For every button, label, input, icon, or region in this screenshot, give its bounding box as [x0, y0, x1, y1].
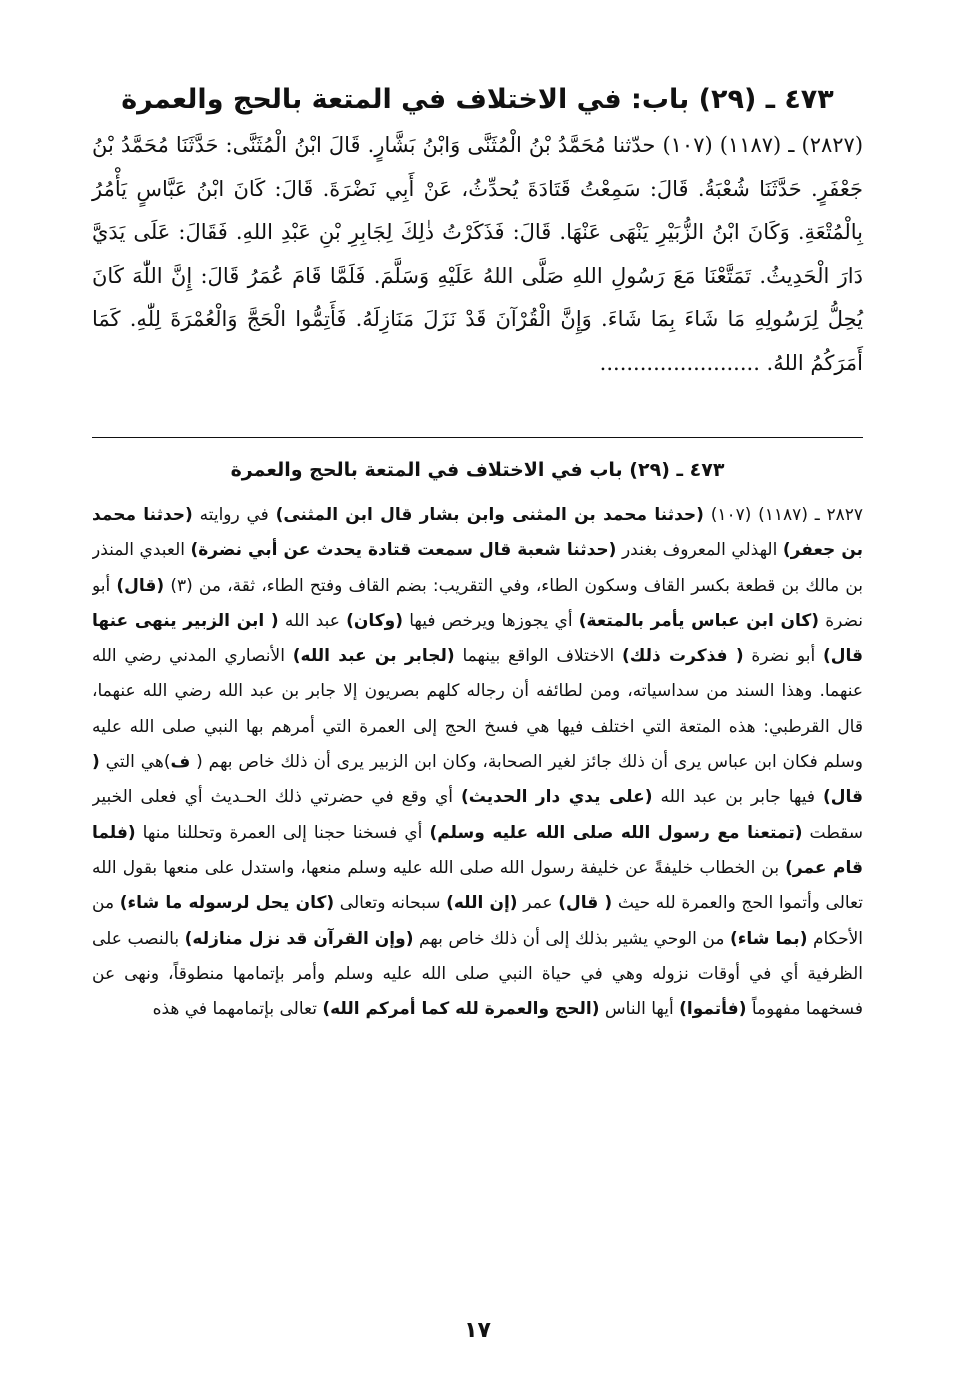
commentary-fragment: من الوحي يشير بذلك إلى أن ذلك خاص بهم [413, 928, 730, 949]
commentary-fragment: بن الخطاب خليفةً عن خليفة رسول الله صلى الله عليه وسلم منعها، واستدل على منعها بقول الله تعالى وأتموا الحج والعمرة لله حيث [92, 857, 863, 914]
quoted-hadith-fragment: ( قال) [558, 893, 613, 914]
commentary-fragment: العبدي المنذر بن مالك بن قطعة بكسر القاف وسكون الطاء، وفي التقريب: بضم القاف وفتح الطاء، ثقة، من (٣) [92, 540, 863, 596]
quoted-hadith-fragment: ( فذكرت ذلك) [622, 646, 744, 667]
commentary-fragment: أبو نضرة [743, 646, 823, 667]
quoted-hadith-fragment: (وإن القرآن قد نزل منازله) [184, 928, 414, 949]
commentary-fragment: أي يجوزها ويرخص فيها [403, 610, 579, 631]
chapter-title: ٤٧٣ ـ (٢٩) باب: في الاختلاف في المتعة بالحج والعمرة [121, 84, 834, 115]
quoted-hadith-fragment: (حدثنا محمد بن المثنى وابن بشار قال ابن المثنى) [275, 505, 704, 525]
commentary-fragment: الأنصاري المدني رضي الله عنهما. وهذا السند من سداسياته، ومن لطائفه أن رجاله كلهم بصريون إلا جابر بن عبد الله رضي الله عنهما، قال القرطبي: هذه المتعة التي اختلف فيها هي فسخ الحج إلى العمرة التي أمرهم بها النبي صلى الله عليه وسلم فكان ابن عباس يرى أن ذلك جائز لغير الصحابة، وكان ابن الزبير يرى أن ذلك خاص بهم ( [92, 646, 863, 773]
commentary-fragment: سبحانه وتعالى [334, 893, 447, 914]
commentary-fragment: أي وقع في حضرتي ذلك الحـديث أي فعلى الخبير سقطت [92, 787, 863, 843]
commentary-fragment: الاختلاف الواقع بينهما [454, 646, 623, 667]
commentary-fragment: الهذلي المعروف بغندر [616, 540, 783, 561]
quoted-hadith-fragment: (لجابر بن عبد الله) [292, 646, 455, 667]
commentary-fragment: أيها الناس [599, 999, 680, 1020]
quoted-hadith-fragment: ( ابن الزبير ينهى عنها قال) [92, 610, 863, 667]
quoted-hadith-fragment: (وكان) [346, 610, 403, 631]
commentary-fragment: ٢٨٢٧ ـ (١١٨٧) (١٠٧) [703, 505, 863, 525]
quoted-hadith-fragment: (حدثنا شعبة قال سمعت قتادة يحدث عن أبي نضرة) [190, 540, 617, 561]
commentary-fragment: من الأحكام [92, 893, 863, 949]
commentary-fragment: في روايته [192, 505, 276, 525]
quoted-hadith-fragment: (إن الله) [446, 893, 518, 914]
quoted-hadith-fragment: (فلما قام عمر) [92, 822, 863, 878]
commentary-fragment: )هي التي [99, 752, 171, 773]
hadith-text: (٢٨٢٧) ـ (١١٨٧) (١٠٧) حدّثنا مُحَمَّدُ بْنُ الْمُثَنَّى وَابْنُ بَشَّارٍ. قَالَ ابْنُ الْمُثَنَّى: حَدَّثَنَا مُحَمَّدُ بْنُ جَعْفَرٍ. حَدَّثَنَا شُعْبَةُ. قَالَ: سَمِعْتُ قَتَادَةَ يُحدِّثُ، عَنْ أَبِي نَضْرَةَ. قَالَ: كَانَ ابْنُ عَبَّاسٍ يَأْمُرُ بِالْمُتْعَةِ. وَكَانَ ابْنُ الزُّبَيْرِ يَنْهَى عَنْهَا. قَالَ: فَذَكَرْتُ ذٰلِكَ لِجَابِرِ بْنِ عَبْدِ اللهِ. فَقَالَ: عَلَى يَدَيَّ دَارَ الْحَدِيثُ. تَمَتَّعْنَا مَعَ رَسُولِ اللهِ صَلَّى اللهُ عَلَيْهِ وَسَلَّمَ. فَلَمَّا قَامَ عُمَرُ قَالَ: إِنَّ اللّٰهَ كَانَ يُحِلُّ لِرَسُولِهِ مَا شَاءَ بِمَا شَاءَ. وَإِنَّ الْقُرْآنَ قَدْ نَزَلَ مَنَازِلَهُ. فَأَتِمُّوا الْحَجَّ وَالْعُمْرَةَ لِلّٰهِ. كَمَا أَمَرَكُمُ اللهُ. ........................ [92, 133, 864, 375]
commentary-fragment: أبو نضرة [92, 575, 863, 631]
commentary-fragment: أي فسخنا حجنا إلى العمرة وتحللنا منها [135, 822, 430, 843]
quoted-hadith-fragment: (كان ابن عباس يأمر بالمتعة) [578, 610, 820, 631]
commentary-fragment: فيها جابر بن عبد الله [652, 787, 823, 808]
commentary-fragment: بالنصب على الظرفية أي في أوقات نزوله وهي في حياة النبي صلى الله عليه وسلم وأمر بإتمامها منطوقاً، ونهى عن فسخهما مفهوماً [92, 928, 863, 1020]
page-number: ١٧ [464, 1318, 491, 1343]
quoted-hadith-fragment: ف [170, 752, 191, 773]
quoted-hadith-fragment: (كان يحل لرسوله ما شاء) [119, 893, 335, 914]
commentary-title: ٤٧٣ ـ (٢٩) باب في الاختلاف في المتعة بالحج والعمرة [230, 459, 725, 481]
commentary-fragment: تعالى بإتمامهما في هذه [152, 999, 323, 1020]
quoted-hadith-fragment: (على يدي دار الحديث) [460, 787, 653, 808]
commentary-fragment: عمر [517, 893, 559, 914]
quoted-hadith-fragment: (تمتعنا مع رسول الله صلى الله عليه وسلم) [429, 822, 803, 843]
commentary-text [92, 498, 863, 1228]
quoted-hadith-fragment: (الحج والعمرة لله كما أمركم الله) [322, 999, 600, 1020]
quoted-hadith-fragment: (بما شاء) [729, 928, 808, 949]
quoted-hadith-fragment: (حدثنا محمد بن جعفر) [92, 505, 863, 561]
quoted-hadith-fragment: (قال) [116, 575, 165, 596]
quoted-hadith-fragment: ( قال) [92, 752, 863, 808]
divider [92, 437, 863, 438]
quoted-hadith-fragment: (فأتموا) [679, 999, 747, 1020]
commentary-fragment: عبد الله [278, 610, 347, 631]
